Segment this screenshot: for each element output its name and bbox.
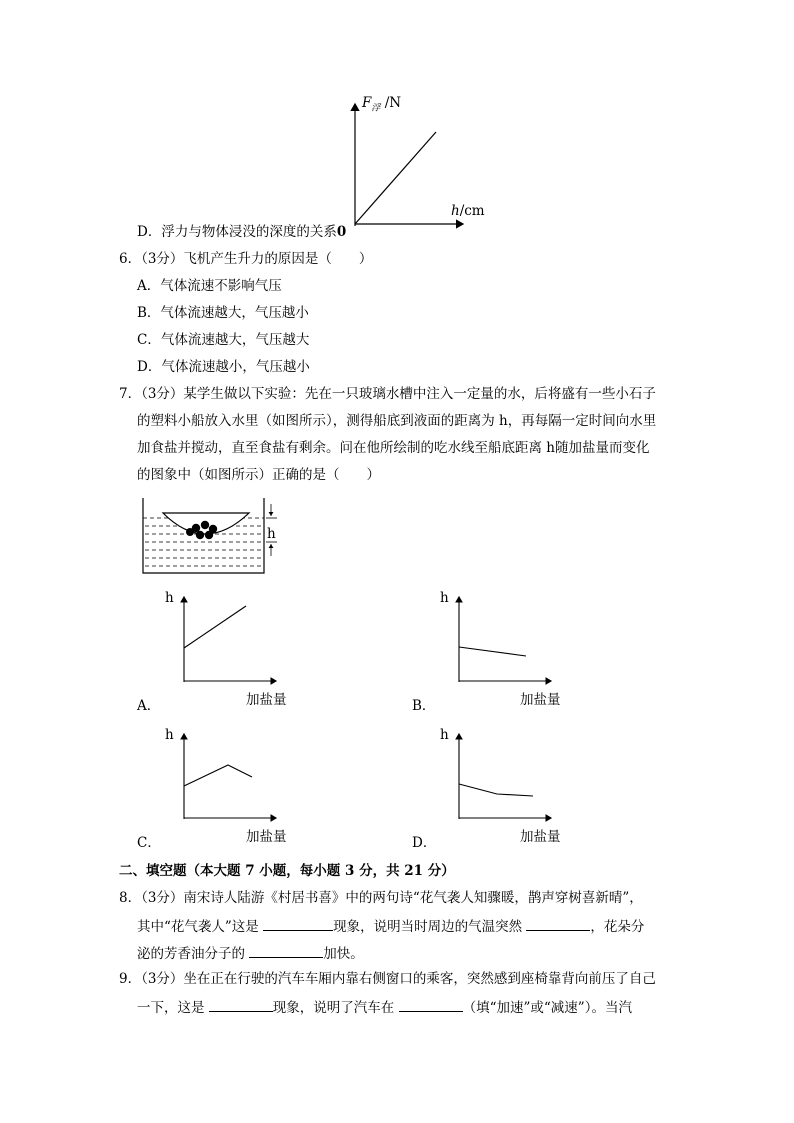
q8-line-1: 8．（3分）南宋诗人陆游《村居书喜》中的两句诗“花气袭人知骤暖，鹊声穿树喜新晴”，: [119, 890, 643, 906]
q7-stem-2: 的塑料小船放入水里（如图所示），测得船底到液面的距离为 h，再每隔一定时间向水里: [137, 413, 657, 429]
q6-option-b: B．气体流速越大，气压越小: [137, 305, 309, 321]
graph-a-x-label: 加盐量: [246, 692, 287, 708]
q9-blank-2[interactable]: [399, 997, 463, 1012]
q7-stem-3: 加食盐并搅动，直至食盐有剩余。问在他所绘制的吃水线至船底距离 h随加盐量而变化: [137, 440, 650, 456]
graph-a-y-label: h: [165, 590, 174, 606]
q8-line-2: 其中“花气袭人”这是 现象，说明当时周边的气温突然 ，花朵分: [137, 916, 644, 936]
graph-b-y-label: h: [440, 590, 449, 606]
q8-blank-2[interactable]: [526, 916, 590, 931]
graph-d-y-label: h: [440, 727, 449, 743]
q9-blank-1[interactable]: [209, 997, 273, 1012]
graph-a: [184, 597, 276, 682]
graph-b-letter: B．: [412, 698, 436, 714]
q6-option-a: A．气体流速不影响气压: [137, 278, 282, 294]
origin-label: 0: [336, 224, 347, 240]
q6-option-c: C．气体流速越大，气压越大: [137, 332, 310, 348]
graph-c-letter: C．: [137, 835, 161, 851]
q6-option-d: D．气体流速越小，气压越小: [137, 359, 310, 375]
graph-d: [459, 734, 551, 819]
q7-stem-4: 的图象中（如图所示）正确的是（ ）: [137, 467, 380, 483]
graph-b-x-label: 加盐量: [520, 692, 561, 708]
graph-b: [459, 597, 551, 682]
graph-d-x-label: 加盐量: [520, 829, 561, 845]
q6-stem: 6．（3分）飞机产生升力的原因是（ ）: [119, 251, 373, 267]
diagram-h-label: h: [267, 526, 276, 542]
q7-stem-1: 7．（3分）某学生做以下实验：先在一只玻璃水槽中注入一定量的水，后将盛有一些小石子: [119, 386, 656, 402]
q8-line-3: 泌的芳香油分子的 加快。: [137, 943, 364, 963]
graph-c: [184, 734, 276, 819]
graph-a-letter: A．: [137, 698, 161, 714]
q8-blank-3[interactable]: [249, 943, 323, 958]
h-axis-label: h/cm: [451, 203, 485, 219]
f-axis-label: $F_浮$ /N: [362, 95, 402, 114]
graph-c-y-label: h: [165, 727, 174, 743]
q8-blank-1[interactable]: [263, 916, 333, 931]
q9-line-1: 9．（3分）坐在正在行驶的汽车车厢内靠右侧窗口的乘客，突然感到座椅靠背向前压了自己: [119, 971, 656, 987]
section-2-heading: 二、填空题（本大题 7 小题，每小题 3 分，共 21 分）: [119, 863, 455, 879]
graph-d-letter: D．: [412, 835, 437, 851]
q5-option-d: D．浮力与物体浸没的深度的关系0: [137, 224, 347, 240]
graph-c-x-label: 加盐量: [246, 829, 287, 845]
q9-line-2: 一下，这是 现象，说明了汽车在 （填“加速”或“减速”）。当汽: [137, 997, 632, 1017]
